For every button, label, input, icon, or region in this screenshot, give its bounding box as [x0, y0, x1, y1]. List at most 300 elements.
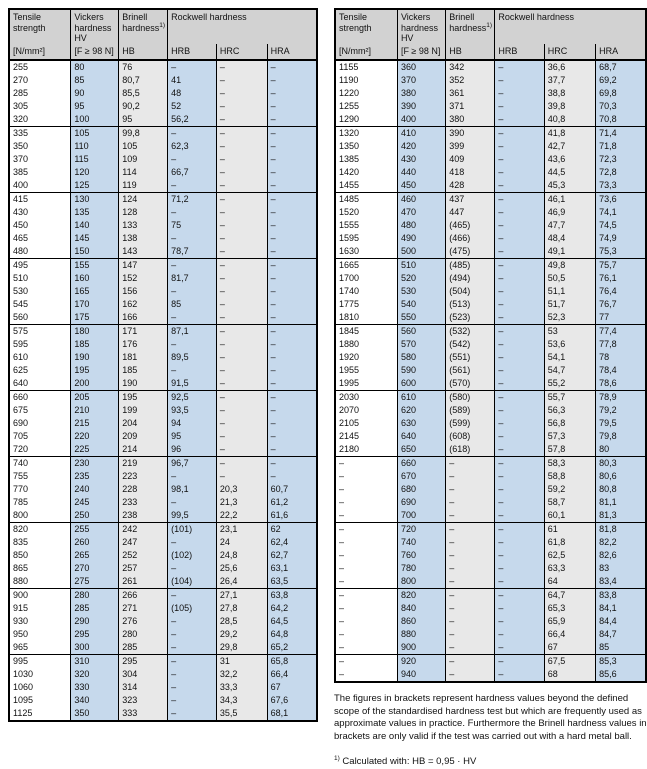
table-cell: 37,7	[544, 74, 595, 87]
table-cell: –	[216, 417, 267, 430]
table-cell: 220	[71, 430, 119, 443]
table-row	[335, 219, 646, 232]
table-cell: 95	[71, 100, 119, 113]
table-cell: 420	[397, 140, 445, 153]
table-cell: (589)	[446, 404, 495, 417]
table-cell: 575	[9, 325, 71, 339]
table-row	[9, 457, 317, 471]
table-row	[335, 496, 646, 509]
table-cell: –	[446, 562, 495, 575]
table-cell: –	[168, 206, 217, 219]
table-cell: 440	[397, 166, 445, 179]
table-cell: (561)	[446, 364, 495, 377]
table-cell: 2145	[335, 430, 397, 443]
table-cell: 545	[9, 298, 71, 311]
table-cell: 780	[397, 562, 445, 575]
table-cell: 49,1	[544, 245, 595, 259]
table-cell: 99,8	[119, 127, 168, 141]
table-cell: 85,6	[596, 668, 646, 682]
table-cell: 80,7	[119, 74, 168, 87]
table-cell: 29,2	[216, 628, 267, 641]
table-cell: 71,8	[596, 140, 646, 153]
table-cell: 55,2	[544, 377, 595, 391]
table-cell: 52	[168, 100, 217, 113]
table-cell: 385	[9, 166, 71, 179]
table-cell: 53,6	[544, 338, 595, 351]
table-cell: 1920	[335, 351, 397, 364]
table-cell: 690	[397, 496, 445, 509]
table-cell: (580)	[446, 391, 495, 405]
table-cell: 120	[71, 166, 119, 179]
table-cell: 920	[397, 655, 445, 669]
table-row	[9, 60, 317, 74]
unit-hrc: HRC	[216, 44, 267, 60]
table-cell: –	[216, 285, 267, 298]
table-cell: 105	[119, 140, 168, 153]
table-cell: 400	[9, 179, 71, 193]
table-cell: 1775	[335, 298, 397, 311]
table-row	[335, 628, 646, 641]
table-cell: 85,3	[596, 655, 646, 669]
table-cell: –	[267, 377, 317, 391]
row-group	[9, 193, 317, 259]
table-cell: 100	[71, 113, 119, 127]
table-cell: 610	[397, 391, 445, 405]
table-cell: 219	[119, 457, 168, 471]
table-cell: 470	[397, 206, 445, 219]
table-cell: –	[168, 628, 217, 641]
table-cell: 58,3	[544, 457, 595, 471]
table-row	[335, 351, 646, 364]
table-cell: –	[216, 179, 267, 193]
table-cell: 119	[119, 179, 168, 193]
table-cell: 82,6	[596, 549, 646, 562]
table-cell: 171	[119, 325, 168, 339]
table-cell: 73,3	[596, 179, 646, 193]
table-cell: 84,7	[596, 628, 646, 641]
table-cell: 57,8	[544, 443, 595, 457]
table-cell: 314	[119, 681, 168, 694]
table-cell: –	[335, 509, 397, 523]
table-cell: –	[216, 127, 267, 141]
row-group	[335, 391, 646, 457]
table-cell: –	[446, 602, 495, 615]
table-cell: –	[267, 311, 317, 325]
table-cell: 500	[397, 245, 445, 259]
table-cell: 69,2	[596, 74, 646, 87]
table-cell: –	[495, 602, 544, 615]
table-cell: –	[446, 668, 495, 682]
table-row	[335, 245, 646, 259]
table-cell: –	[267, 338, 317, 351]
table-cell: –	[495, 536, 544, 549]
table-cell: –	[495, 259, 544, 273]
col-header-rockwell-hardness: Rockwell hardness	[168, 9, 317, 44]
table-cell: –	[267, 166, 317, 179]
col-header-brinell-hardness: Brinell hardness$^{1)}$	[119, 9, 168, 44]
table-row	[9, 193, 317, 207]
table-cell: 240	[71, 483, 119, 496]
table-row	[9, 179, 317, 193]
table-cell: 1485	[335, 193, 397, 207]
table-row	[335, 562, 646, 575]
table-cell: 630	[397, 417, 445, 430]
table-row	[335, 127, 646, 141]
row-group	[9, 523, 317, 589]
table-cell: –	[446, 589, 495, 603]
table-cell: 1385	[335, 153, 397, 166]
table-cell: 900	[9, 589, 71, 603]
table-cell: 78	[596, 351, 646, 364]
unit-tensile: [N/mm²]	[9, 44, 71, 60]
unit-hra: HRA	[596, 44, 646, 60]
table-cell: 79,5	[596, 417, 646, 430]
table-cell: 66,4	[267, 668, 317, 681]
table-cell: 510	[9, 272, 71, 285]
table-cell: –	[446, 575, 495, 589]
table-cell: –	[335, 641, 397, 655]
table-cell: 140	[71, 219, 119, 232]
table-cell: –	[495, 523, 544, 537]
table-cell: –	[495, 628, 544, 641]
table-cell: 1700	[335, 272, 397, 285]
table-cell: 450	[397, 179, 445, 193]
table-cell: (465)	[446, 219, 495, 232]
table-cell: 56,2	[168, 113, 217, 127]
row-group	[9, 127, 317, 193]
table-cell: 1290	[335, 113, 397, 127]
table-row	[9, 285, 317, 298]
col-header-rockwell-hardness: Rockwell hardness	[495, 9, 646, 44]
table-cell: 65,9	[544, 615, 595, 628]
table-cell: 270	[9, 74, 71, 87]
table-cell: 128	[119, 206, 168, 219]
table-cell: 1665	[335, 259, 397, 273]
table-cell: –	[446, 523, 495, 537]
table-cell: –	[495, 641, 544, 655]
table-cell: 540	[397, 298, 445, 311]
table-cell: –	[495, 325, 544, 339]
table-row	[335, 470, 646, 483]
table-cell: –	[495, 470, 544, 483]
row-group	[9, 589, 317, 655]
table-cell: 67,5	[544, 655, 595, 669]
table-cell: 480	[9, 245, 71, 259]
table-row	[9, 470, 317, 483]
table-cell: –	[168, 364, 217, 377]
table-cell: –	[446, 457, 495, 471]
left-column	[8, 8, 318, 722]
table-cell: –	[495, 60, 544, 74]
table-cell: 85,5	[119, 87, 168, 100]
table-cell: 74,1	[596, 206, 646, 219]
table-cell: –	[168, 285, 217, 298]
table-cell: 865	[9, 562, 71, 575]
table-cell: 223	[119, 470, 168, 483]
table-row	[335, 206, 646, 219]
table-cell: 1845	[335, 325, 397, 339]
table-cell: –	[446, 496, 495, 509]
table-row	[9, 694, 317, 707]
hardness-table-right	[334, 8, 647, 683]
table-cell: 280	[119, 628, 168, 641]
table-cell: 63,8	[267, 589, 317, 603]
table-cell: 62,5	[544, 549, 595, 562]
row-group	[9, 259, 317, 325]
table-row	[9, 127, 317, 141]
table-cell: –	[168, 694, 217, 707]
table-cell: 67,6	[267, 694, 317, 707]
table-cell: 418	[446, 166, 495, 179]
table-cell: 371	[446, 100, 495, 113]
table-cell: –	[216, 338, 267, 351]
table-cell: 79,2	[596, 404, 646, 417]
table-cell: –	[446, 615, 495, 628]
table-cell: 520	[397, 272, 445, 285]
brinell-footnote-marker: 1)	[159, 21, 166, 29]
table-row	[9, 628, 317, 641]
table-cell: 22,2	[216, 509, 267, 523]
table-cell: 95	[119, 113, 168, 127]
table-cell: 228	[119, 483, 168, 496]
table-cell: –	[495, 193, 544, 207]
table-row	[9, 523, 317, 537]
table-cell: 35,5	[216, 707, 267, 721]
table-cell: 80,6	[596, 470, 646, 483]
table-cell: 71,2	[168, 193, 217, 207]
table-cell: 84,4	[596, 615, 646, 628]
table-row	[9, 575, 317, 589]
table-cell: 40,8	[544, 113, 595, 127]
table-cell: 214	[119, 443, 168, 457]
table-cell: 45,3	[544, 179, 595, 193]
table-cell: 210	[71, 404, 119, 417]
table-row	[9, 536, 317, 549]
table-cell: –	[216, 404, 267, 417]
table-cell: 57,3	[544, 430, 595, 443]
table-cell: 147	[119, 259, 168, 273]
table-row	[9, 166, 317, 179]
table-row	[335, 509, 646, 523]
table-row	[9, 259, 317, 273]
table-cell: –	[267, 417, 317, 430]
table-cell: 860	[397, 615, 445, 628]
col-header-brinell-hardness: Brinell hardness$^{1)}$	[446, 9, 495, 44]
row-group	[335, 589, 646, 655]
table-cell: 90,2	[119, 100, 168, 113]
table-cell: 595	[9, 338, 71, 351]
table-cell: 195	[119, 391, 168, 405]
table-cell: 295	[119, 655, 168, 669]
table-cell: 85	[168, 298, 217, 311]
table-cell: 261	[119, 575, 168, 589]
table-cell: 75,7	[596, 259, 646, 273]
table-cell: 27,1	[216, 589, 267, 603]
table-cell: (513)	[446, 298, 495, 311]
table-cell: 245	[71, 496, 119, 509]
table-cell: 47,7	[544, 219, 595, 232]
table-cell: 640	[397, 430, 445, 443]
table-cell: –	[168, 179, 217, 193]
table-cell: (485)	[446, 259, 495, 273]
table-cell: 20,3	[216, 483, 267, 496]
table-cell: –	[495, 655, 544, 669]
table-cell: 58,7	[544, 496, 595, 509]
table-cell: 41,8	[544, 127, 595, 141]
table-cell: (608)	[446, 430, 495, 443]
table-cell: 390	[446, 127, 495, 141]
table-cell: –	[446, 655, 495, 669]
table-cell: 430	[9, 206, 71, 219]
table-cell: 530	[397, 285, 445, 298]
table-cell: –	[216, 430, 267, 443]
row-group	[9, 391, 317, 457]
table-cell: 115	[71, 153, 119, 166]
table-row	[9, 377, 317, 391]
table-cell: 250	[71, 509, 119, 523]
table-cell: 133	[119, 219, 168, 232]
table-cell: –	[168, 311, 217, 325]
table-cell: 271	[119, 602, 168, 615]
table-cell: –	[168, 615, 217, 628]
table-cell: 1190	[335, 74, 397, 87]
table-row	[9, 153, 317, 166]
table-cell: 205	[71, 391, 119, 405]
table-row	[335, 602, 646, 615]
table-cell: 80,3	[596, 457, 646, 471]
table-cell: –	[495, 483, 544, 496]
table-cell: 33,3	[216, 681, 267, 694]
table-cell: –	[216, 219, 267, 232]
table-cell: 995	[9, 655, 71, 669]
table-cell: 67	[267, 681, 317, 694]
table-cell: 675	[9, 404, 71, 417]
calculation-footnote-text: Calculated with: HB = 0,95 · HV	[339, 756, 477, 767]
table-row	[335, 377, 646, 391]
unit-vickers-force: [F ≥ 98 N]	[71, 44, 119, 60]
table-cell: –	[168, 232, 217, 245]
table-row	[9, 562, 317, 575]
footnote-marker: 1)	[334, 754, 340, 762]
table-header	[335, 9, 646, 60]
table-cell: –	[168, 668, 217, 681]
table-cell: –	[216, 87, 267, 100]
table-cell: 285	[71, 602, 119, 615]
table-cell: –	[216, 364, 267, 377]
table-cell: 320	[9, 113, 71, 127]
table-row	[335, 655, 646, 669]
table-cell: 80	[71, 60, 119, 74]
table-cell: 114	[119, 166, 168, 179]
table-cell: 62	[267, 523, 317, 537]
table-cell: 705	[9, 430, 71, 443]
table-cell: –	[267, 404, 317, 417]
table-cell: 34,3	[216, 694, 267, 707]
table-cell: –	[267, 206, 317, 219]
table-row	[335, 443, 646, 457]
table-cell: –	[267, 298, 317, 311]
table-cell: –	[168, 562, 217, 575]
table-cell: 64,2	[267, 602, 317, 615]
right-column	[334, 8, 647, 769]
table-cell: 66,7	[168, 166, 217, 179]
table-cell: –	[495, 443, 544, 457]
table-row	[335, 417, 646, 430]
table-cell: –	[495, 364, 544, 377]
table-cell: 490	[397, 232, 445, 245]
table-cell: 31	[216, 655, 267, 669]
table-cell: –	[446, 470, 495, 483]
table-cell: 233	[119, 496, 168, 509]
table-cell: –	[216, 457, 267, 471]
table-cell: –	[495, 74, 544, 87]
table-row	[335, 74, 646, 87]
table-cell: 260	[71, 536, 119, 549]
table-cell: –	[446, 628, 495, 641]
table-cell: –	[446, 536, 495, 549]
table-cell: –	[495, 87, 544, 100]
brackets-note: The figures in brackets represent hardness values beyond the defined scope of the standardised hardness test but which are frequently used as approximate values in practice. Furthermore the Brinell hardness values in brackets are only valid if the test was carried out with a hard metal ball.	[334, 693, 647, 742]
table-cell: 257	[119, 562, 168, 575]
table-cell: 280	[71, 589, 119, 603]
table-row	[335, 615, 646, 628]
row-group	[335, 325, 646, 391]
table-row	[335, 272, 646, 285]
table-row	[335, 166, 646, 179]
table-cell: –	[335, 457, 397, 471]
table-cell: –	[335, 523, 397, 537]
hardness-table-left	[8, 8, 318, 722]
table-row	[9, 589, 317, 603]
table-cell: 65,3	[544, 602, 595, 615]
table-cell: 740	[397, 536, 445, 549]
table-cell: 24,8	[216, 549, 267, 562]
row-group	[335, 259, 646, 325]
table-cell: 61,8	[544, 536, 595, 549]
table-cell: –	[495, 127, 544, 141]
table-cell: –	[335, 549, 397, 562]
table-cell: 285	[9, 87, 71, 100]
table-cell: 77,8	[596, 338, 646, 351]
table-row	[335, 193, 646, 207]
table-cell: 350	[9, 140, 71, 153]
table-cell: 185	[119, 364, 168, 377]
table-cell: (532)	[446, 325, 495, 339]
table-cell: 230	[71, 457, 119, 471]
table-cell: 450	[9, 219, 71, 232]
table-row	[9, 338, 317, 351]
table-cell: (101)	[168, 523, 217, 537]
unit-hrb: HRB	[495, 44, 544, 60]
table-cell: –	[446, 483, 495, 496]
table-cell: 84,1	[596, 602, 646, 615]
table-row	[9, 113, 317, 127]
table-row	[335, 259, 646, 273]
table-cell: 465	[9, 232, 71, 245]
table-cell: 56,3	[544, 404, 595, 417]
table-cell: 1520	[335, 206, 397, 219]
table-cell: 32,2	[216, 668, 267, 681]
table-cell: 55,7	[544, 391, 595, 405]
table-cell: 48	[168, 87, 217, 100]
table-cell: 1220	[335, 87, 397, 100]
table-cell: 304	[119, 668, 168, 681]
table-cell: 570	[397, 338, 445, 351]
table-cell: 204	[119, 417, 168, 430]
table-row	[9, 681, 317, 694]
table-cell: 95	[168, 430, 217, 443]
table-row	[335, 311, 646, 325]
